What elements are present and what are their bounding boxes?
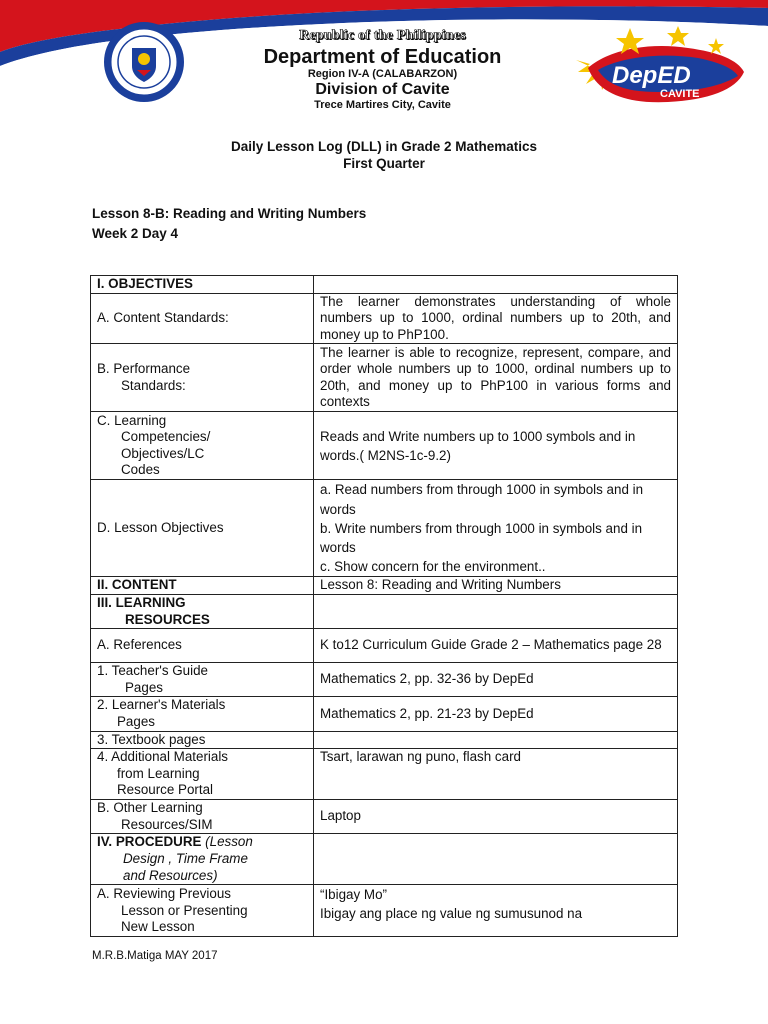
lesson-name: Lesson 8-B: Reading and Writing Numbers	[92, 206, 367, 221]
objectives-heading: I. OBJECTIVES	[91, 276, 314, 294]
additional-materials-value: Tsart, larawan ng puno, flash card	[314, 749, 678, 800]
reviewing-lesson-value: “Ibigay Mo” Ibigay ang place ng value ng sumusunod na	[314, 885, 678, 937]
deped-seal-icon	[104, 22, 184, 102]
content-standards-value: The learner demonstrates understanding of whole numbers up to 1000, ordinal numbers up to 20th, and money up to PhP100.	[314, 293, 678, 344]
table-row	[91, 749, 678, 800]
table-row	[91, 731, 678, 749]
lesson-week: Week 2 Day 4	[92, 226, 179, 241]
table-row	[91, 293, 678, 344]
republic-label: Republic of the Philippines	[299, 28, 466, 43]
table-row	[91, 629, 678, 663]
table-row	[91, 276, 678, 294]
lesson-objectives-value: a. Read numbers from through 1000 in symbols and in words b. Write numbers from through 1000 in symbols and in words c. Show concern for the environment..	[314, 480, 678, 577]
table-row	[91, 480, 678, 577]
reviewing-lesson-label: A. Reviewing Previous Lesson or Presenting New Lesson	[91, 885, 314, 937]
learning-competencies-label: C. Learning Competencies/ Objectives/LC Codes	[91, 412, 314, 480]
table-row	[91, 412, 678, 480]
performance-standards-value: The learner is able to recognize, represent, compare, and order whole numbers up to 1000, ordinal numbers up to 20th, and money up to PhP100 in various forms and contexts	[314, 344, 678, 412]
division-label: Division of Cavite	[315, 81, 450, 98]
content-value: Lesson 8: Reading and Writing Numbers	[314, 577, 678, 595]
performance-standards-label: B. Performance Standards:	[91, 344, 314, 412]
table-row	[91, 663, 678, 697]
other-resources-value: Laptop	[314, 800, 678, 834]
references-label: A. References	[91, 629, 314, 663]
procedure-heading: IV. PROCEDURE (Lesson Design , Time Frame and Resources)	[91, 834, 314, 885]
content-heading: II. CONTENT	[91, 577, 314, 595]
content-standards-label: A. Content Standards:	[91, 293, 314, 344]
learners-materials-value: Mathematics 2, pp. 21-23 by DepEd	[314, 697, 678, 731]
document-title: Daily Lesson Log (DLL) in Grade 2 Mathematics	[230, 139, 538, 154]
references-value: K to12 Curriculum Guide Grade 2 – Mathematics page 28	[314, 629, 678, 663]
lesson-objectives-label: D. Lesson Objectives	[91, 480, 314, 577]
table-row	[91, 834, 678, 885]
other-resources-label: B. Other Learning Resources/SIM	[91, 800, 314, 834]
learners-materials-label: 2. Learner's Materials Pages	[91, 697, 314, 731]
table-row	[91, 885, 678, 937]
table-row	[91, 697, 678, 731]
table-row	[91, 594, 678, 628]
additional-materials-label: 4. Additional Materials from Learning Resource Portal	[91, 749, 314, 800]
lesson-log-table	[90, 275, 678, 937]
region-label: Region IV-A (CALABARZON)	[307, 68, 458, 80]
teachers-guide-label: 1. Teacher's Guide Pages	[91, 663, 314, 697]
teachers-guide-value: Mathematics 2, pp. 32-36 by DepEd	[314, 663, 678, 697]
department-label: Department of Education	[263, 46, 502, 68]
logo-sub-text: CAVITE	[660, 88, 700, 100]
table-row	[91, 344, 678, 412]
learning-competencies-value: Reads and Write numbers up to 1000 symbols and in words.( M2NS-1c-9.2)	[314, 412, 678, 480]
learning-resources-heading: III. LEARNING RESOURCES	[91, 594, 314, 628]
letterhead	[0, 0, 768, 130]
table-row	[91, 577, 678, 595]
logo-main-text: DepED	[612, 62, 691, 89]
table-row	[91, 800, 678, 834]
city-label: Trece Martires City, Cavite	[314, 99, 451, 111]
document-subtitle: First Quarter	[343, 156, 425, 171]
footer-author: M.R.B.Matiga MAY 2017	[92, 950, 218, 962]
textbook-pages-label: 3. Textbook pages	[91, 731, 314, 749]
